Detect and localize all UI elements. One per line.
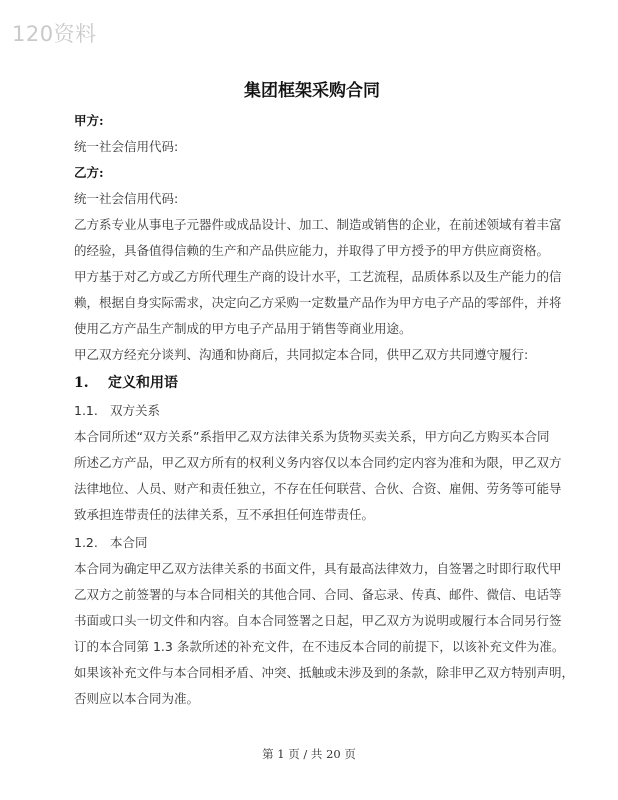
- intro-p2-line-1: 甲方基于对乙方或乙方所代理生产商的设计水平，工艺流程，品质体系以及生产能力的信: [74, 269, 562, 284]
- sub-1-2-line-2: 乙双方之前签署的与本合同相关的其他合同、合同、备忘录、传真、邮件、微信、电话等: [74, 587, 562, 602]
- sub-1-1-line-3: 法律地位、人员、财产和责任独立，不存在任何联营、合伙、合资、雇佣、劳务等可能导: [74, 481, 562, 496]
- subsection-number: 1.1.: [74, 403, 98, 418]
- subsection-title: 双方关系: [110, 403, 161, 418]
- party-b-label: 乙方:: [74, 165, 104, 180]
- party-a-label: 甲方:: [74, 113, 104, 128]
- intro-p3-line-1: 甲乙双方经充分谈判、沟通和协商后，共同拟定本合同，供甲乙双方共同遵守履行:: [74, 347, 529, 362]
- section-heading: [74, 370, 178, 396]
- watermark: 120资料: [12, 22, 97, 46]
- subsection-heading-1-1: [74, 398, 160, 424]
- section-number: 1.: [74, 375, 89, 391]
- intro-p1-line-1: 乙方系专业从事电子元器件或成品设计、加工、制造或销售的企业，在前述领域有着丰富: [74, 217, 562, 232]
- party-b-credit-code: 统一社会信用代码:: [74, 191, 179, 206]
- subsection-number: 1.2.: [74, 535, 98, 550]
- intro-p1-line-2: 的经验，具备值得信赖的生产和产品供应能力，并取得了甲方授予的甲方供应商资格。: [74, 243, 550, 258]
- intro-p2-line-2: 赖，根据自身实际需求，决定向乙方采购一定数量产品作为甲方电子产品的零部件，并将: [74, 295, 562, 310]
- intro-p2-line-3: 使用乙方产品生产制成的甲方电子产品用于销售等商业用途。: [74, 321, 412, 336]
- sub-1-2-line-6: 否则应以本合同为准。: [74, 691, 200, 706]
- page-title: 集团框架采购合同: [244, 81, 380, 101]
- sub-1-1-line-2: 所述乙方产品，甲乙双方所有的权利义务内容仅以本合同约定内容为准和为限，甲乙双方: [74, 455, 562, 470]
- sub-1-1-line-1: 本合同所述“双方关系”系指甲乙双方法律关系为货物买卖关系，甲方向乙方购买本合同: [74, 429, 550, 444]
- sub-1-2-line-4: 订的本合同第 1.3 条款所述的补充文件，在不违反本合同的前提下，以该补充文件为准。: [74, 639, 565, 654]
- section-title: 定义和用语: [108, 375, 178, 391]
- page-footer: 第 1 页 / 共 20 页: [262, 747, 356, 761]
- sub-1-2-line-3: 书面或口头一切文件和内容。自本合同签署之日起，甲乙双方为说明或履行本合同另行签: [74, 613, 562, 628]
- subsection-heading-1-2: [74, 530, 148, 556]
- sub-1-2-line-5: 如果该补充文件与本合同相矛盾、冲突、抵触或未涉及到的条款，除非甲乙双方特别声明，: [74, 665, 575, 680]
- sub-1-2-line-1: 本合同为确定甲乙双方法律关系的书面文件，具有最高法律效力，自签署之时即行取代甲: [74, 561, 562, 576]
- sub-1-1-line-4: 致承担连带责任的法律关系，互不承担任何连带责任。: [74, 507, 375, 522]
- party-a-credit-code: 统一社会信用代码:: [74, 139, 179, 154]
- subsection-title: 本合同: [110, 535, 148, 550]
